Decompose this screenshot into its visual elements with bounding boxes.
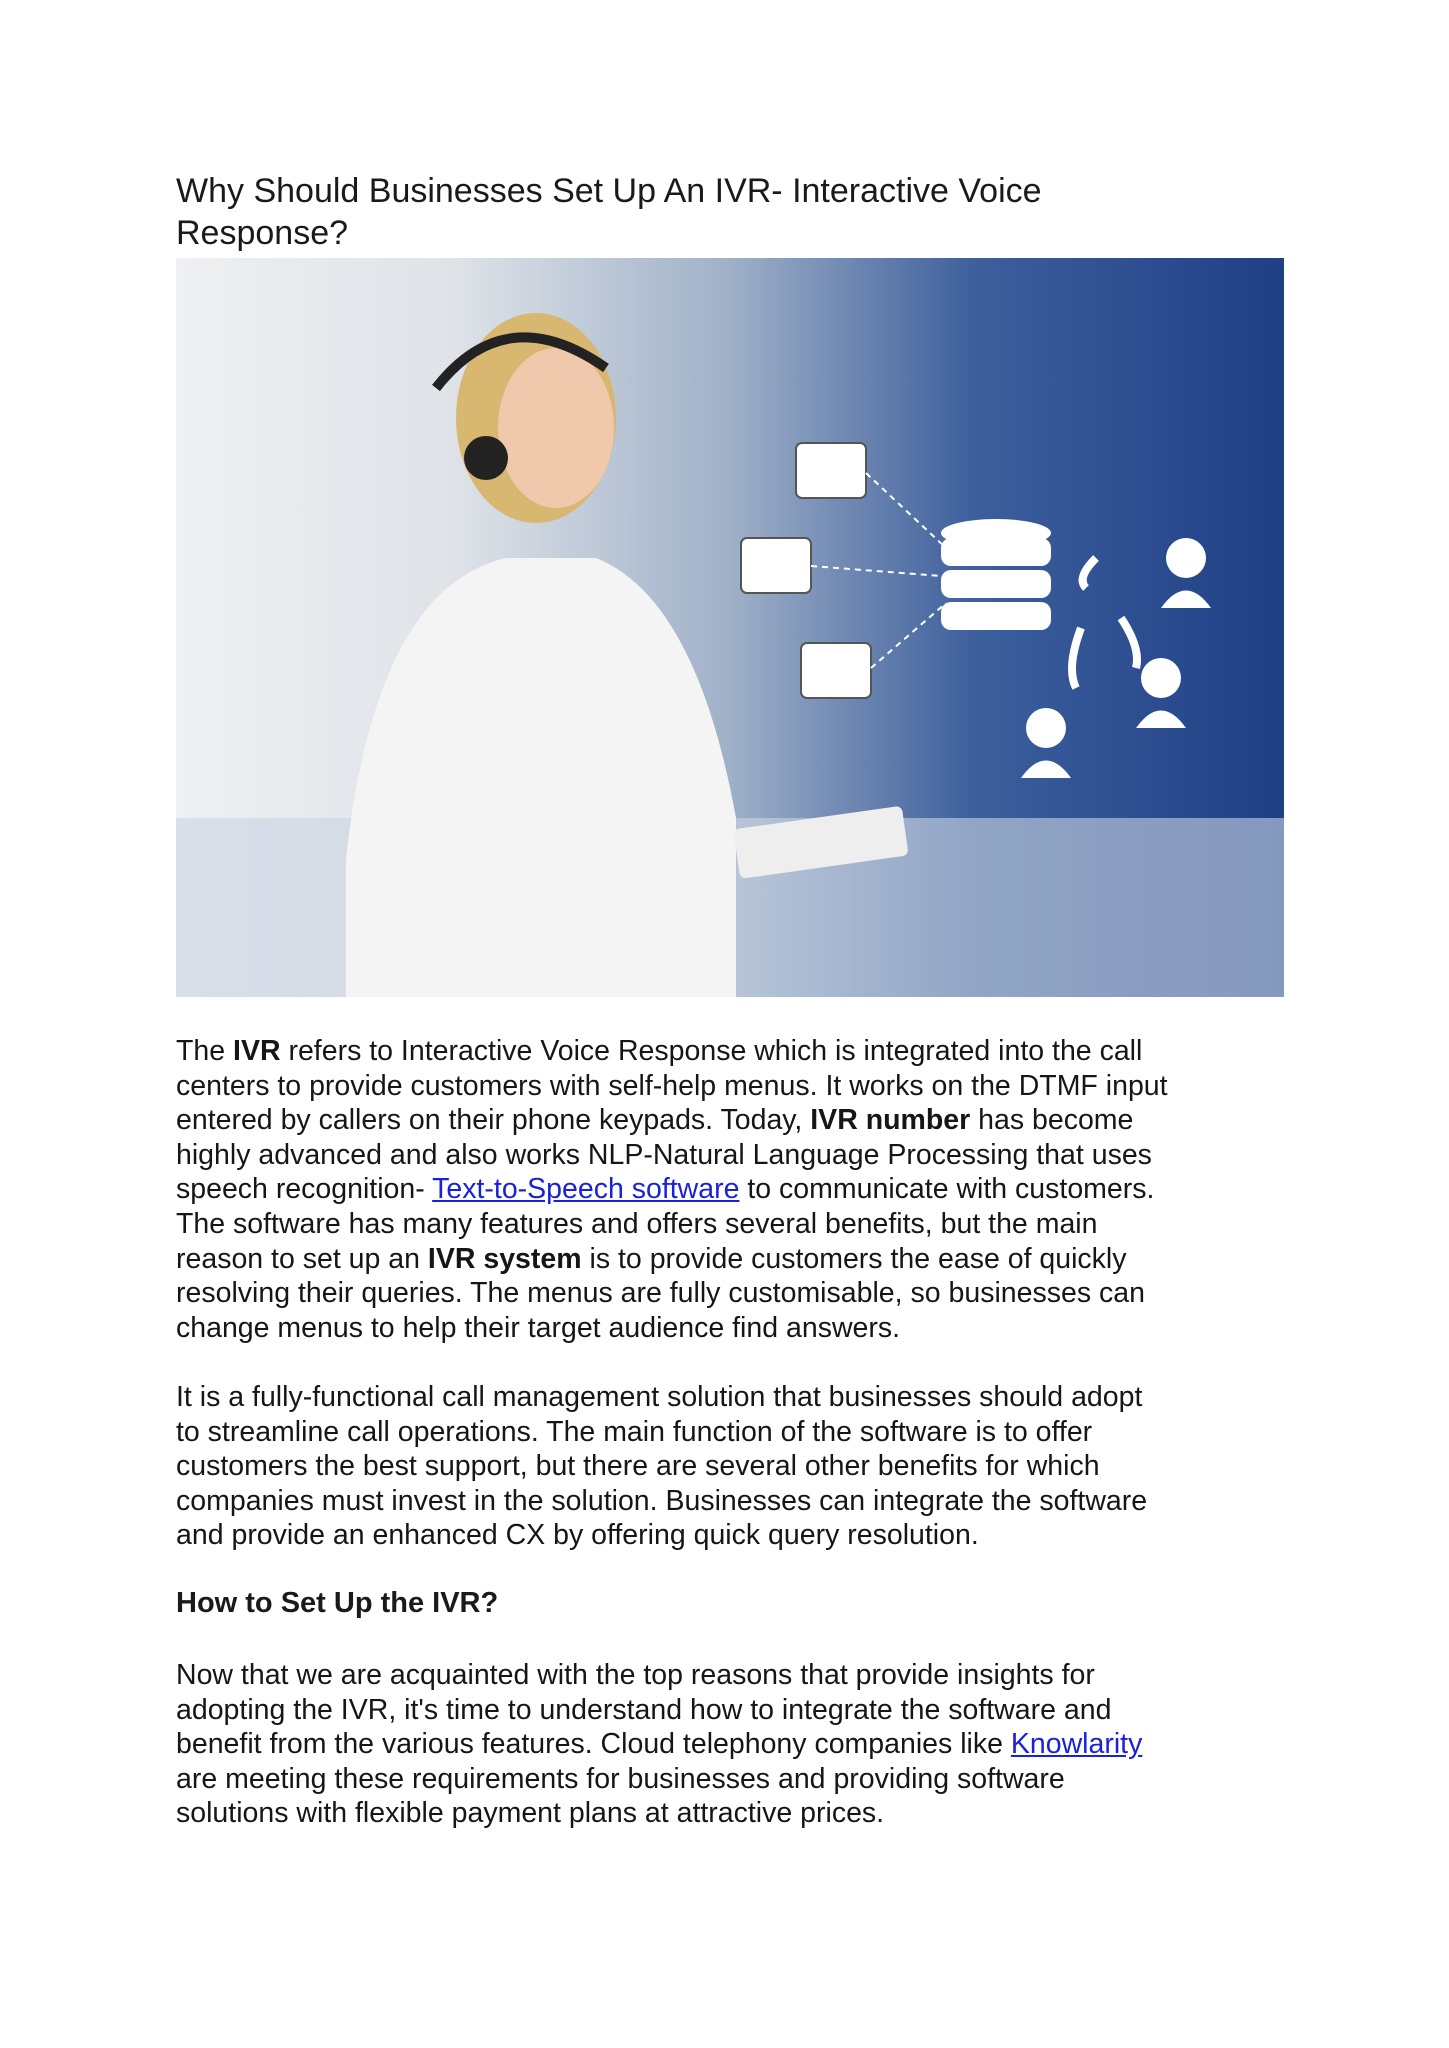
paragraph-ivr-intro: The IVR refers to Interactive Voice Response which is integrated into the call centers to provide customers with self-help menus. It works on the DTMF input entered by callers on their phone keypads. Today, IVR number has become highly advanced and also works NLP-Natural Language Processing that uses speech recognition- Text-to-Speech software to communicate with customers. The software has many features and offers several benefits, but the main reason to set up an IVR system is to provide customers the ease of quickly resolving their queries. The menus are fully customisable, so businesses can change menus to help their target audience find answers. bbox=[176, 1035, 1168, 1344]
title-line-2: Response? bbox=[176, 214, 349, 252]
title-line-1: Why Should Businesses Set Up An IVR- Interactive Voice bbox=[176, 172, 1042, 210]
hero-image bbox=[176, 258, 1284, 997]
bold-ivr: IVR bbox=[233, 1035, 281, 1067]
page-title bbox=[176, 170, 1042, 254]
text-to-speech-link[interactable]: Text-to-Speech software bbox=[432, 1173, 740, 1206]
agent-icon bbox=[1021, 538, 1211, 778]
arrow-icon bbox=[1072, 558, 1137, 688]
knowlarity-link[interactable]: Knowlarity bbox=[1010, 1728, 1143, 1761]
phone-icon bbox=[741, 443, 871, 698]
bold-ivr-system: IVR system bbox=[427, 1242, 582, 1275]
ivr-illustration bbox=[176, 258, 1284, 997]
database-icon bbox=[941, 519, 1051, 630]
bold-ivr-number: IVR number bbox=[810, 1104, 971, 1137]
paragraph-call-management: It is a fully-functional call management solution that businesses should adopt to streamline call operations. The main function of the software is to offer customers the best support, but there are several other benefits for which companies must invest in the solution. Businesses can integrate the software and provide an enhanced CX by offering quick query resolution. bbox=[176, 1381, 1148, 1552]
paragraph-setup: Now that we are acquainted with the top reasons that provide insights for adopting the IVR, it's time to understand how to integrate the software and benefit from the various features. Cloud telephony companies like Knowlarity are meeting these requirements for businesses and providing software solutions with flexible payment plans at attractive prices. bbox=[176, 1659, 1143, 1830]
section-heading: How to Set Up the IVR? bbox=[176, 1587, 499, 1619]
